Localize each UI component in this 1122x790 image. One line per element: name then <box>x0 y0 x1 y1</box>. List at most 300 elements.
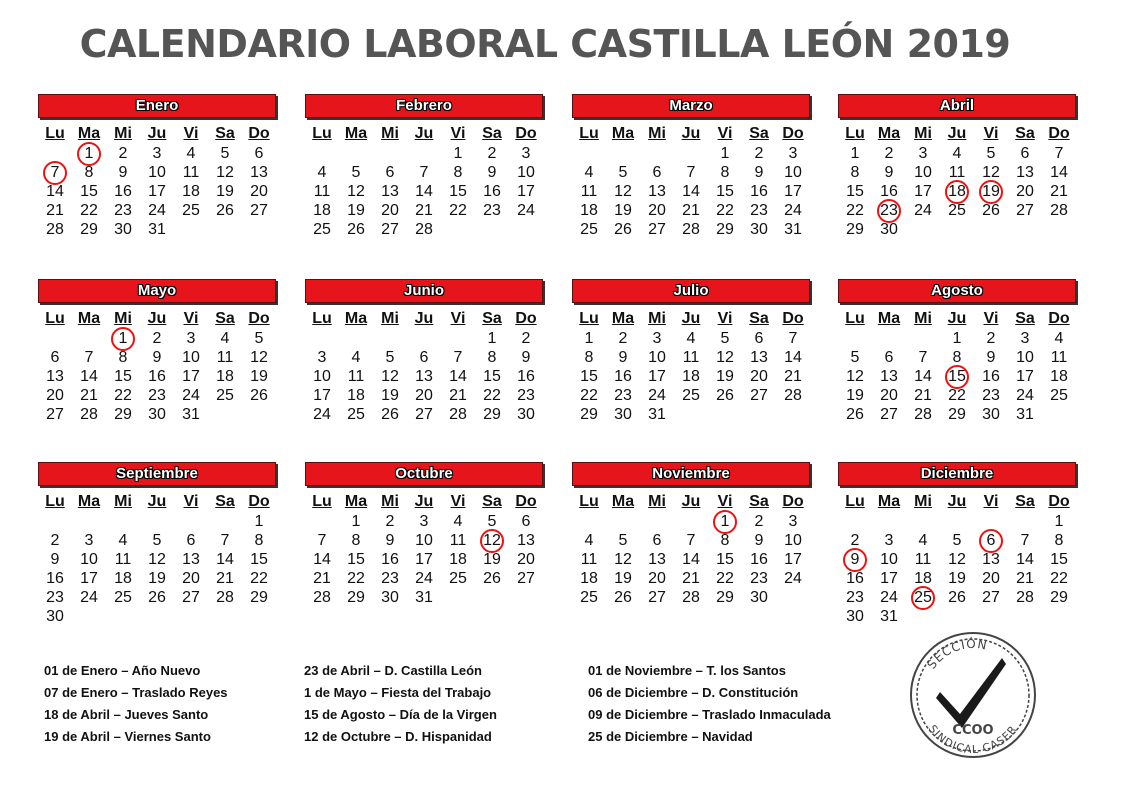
month-days-grid <box>838 492 1076 626</box>
day-cell: 12 <box>250 349 268 366</box>
day-cell: 15 <box>716 551 734 568</box>
weekday-label: Ju <box>414 310 434 327</box>
weekday-label: Vi <box>450 125 466 142</box>
day-cell: 8 <box>952 349 962 366</box>
day-cell: 18 <box>114 570 132 587</box>
day-cell: 27 <box>517 570 535 587</box>
day-cell: 19 <box>948 570 966 587</box>
weekday-label: Lu <box>579 493 599 510</box>
day-cell: 28 <box>682 221 700 238</box>
day-cell: 22 <box>347 570 365 587</box>
legend-column-1 <box>44 660 228 748</box>
weekday-label: Mi <box>381 310 399 327</box>
month-header: Julio <box>572 279 810 303</box>
seal-top-text: SECCIÓN <box>924 636 989 672</box>
day-cell: 17 <box>784 551 802 568</box>
weekday-label: Vi <box>983 125 999 142</box>
weekday-label: Mi <box>381 125 399 142</box>
day-cell: 24 <box>148 202 166 219</box>
month-header: Diciembre <box>838 462 1076 486</box>
weekday-label: Ju <box>681 493 701 510</box>
day-cell: 24 <box>517 202 535 219</box>
day-cell: 31 <box>415 589 433 606</box>
day-cell: 4 <box>186 145 196 162</box>
empty-cell <box>140 512 174 531</box>
holiday-day: 1 <box>106 329 140 348</box>
weekday-label: Lu <box>579 125 599 142</box>
day-cell: 25 <box>313 221 331 238</box>
day-cell: 7 <box>1054 145 1064 162</box>
day-cell: 14 <box>1050 164 1068 181</box>
day-cell: 7 <box>453 349 463 366</box>
day-cell: 19 <box>381 387 399 404</box>
day-cell: 27 <box>46 406 64 423</box>
day-cell: 11 <box>1050 349 1068 366</box>
weekday-label: Do <box>515 310 537 327</box>
day-cell: 20 <box>750 368 768 385</box>
weekday-label: Mi <box>114 493 132 510</box>
empty-cell <box>1008 512 1042 531</box>
legend-item: 12 de Octubre – D. Hispanidad <box>304 729 492 744</box>
day-cell: 2 <box>754 513 764 530</box>
holiday-day: 1 <box>708 512 742 531</box>
day-cell: 25 <box>216 387 234 404</box>
month-header: Junio <box>305 279 543 303</box>
day-cell: 22 <box>483 387 501 404</box>
day-cell: 21 <box>80 387 98 404</box>
month-header: Mayo <box>38 279 276 303</box>
day-cell: 15 <box>250 551 268 568</box>
day-cell: 6 <box>884 349 894 366</box>
empty-cell <box>208 512 242 531</box>
day-cell: 5 <box>220 145 230 162</box>
day-cell: 4 <box>584 164 594 181</box>
weekday-label: Mi <box>114 310 132 327</box>
month-noviembre <box>572 462 810 607</box>
day-cell: 30 <box>750 589 768 606</box>
day-cell: 3 <box>419 513 429 530</box>
day-cell: 25 <box>682 387 700 404</box>
day-cell: 13 <box>182 551 200 568</box>
day-cell: 24 <box>80 589 98 606</box>
weekday-label: Ma <box>611 493 635 510</box>
day-cell: 17 <box>313 387 331 404</box>
day-cell: 29 <box>347 589 365 606</box>
day-cell: 15 <box>580 368 598 385</box>
empty-cell <box>872 512 906 531</box>
legend-item: 09 de Diciembre – Traslado Inmaculada <box>588 707 831 722</box>
day-cell: 22 <box>846 202 864 219</box>
weekday-label: Ma <box>877 493 901 510</box>
empty-cell <box>674 512 708 531</box>
day-cell: 20 <box>46 387 64 404</box>
day-cell: 26 <box>216 202 234 219</box>
day-cell: 3 <box>652 330 662 347</box>
weekday-label: Do <box>1048 493 1070 510</box>
weekday-label: Ma <box>77 493 101 510</box>
weekday-label: Sa <box>749 125 769 142</box>
day-cell: 2 <box>884 145 894 162</box>
month-header: Noviembre <box>572 462 810 486</box>
day-cell: 10 <box>784 164 802 181</box>
day-cell: 15 <box>1050 551 1068 568</box>
day-cell: 16 <box>517 368 535 385</box>
weekday-label: Ju <box>147 125 167 142</box>
day-cell: 16 <box>982 368 1000 385</box>
weekday-label: Do <box>515 125 537 142</box>
day-cell: 27 <box>250 202 268 219</box>
day-cell: 26 <box>381 406 399 423</box>
day-cell: 26 <box>846 406 864 423</box>
day-cell: 16 <box>880 183 898 200</box>
day-cell: 13 <box>1016 164 1034 181</box>
day-cell: 25 <box>580 589 598 606</box>
day-cell: 4 <box>351 349 361 366</box>
weekday-label: Do <box>248 493 270 510</box>
month-header: Febrero <box>305 94 543 118</box>
day-cell: 10 <box>148 164 166 181</box>
weekday-label: Sa <box>215 310 235 327</box>
weekday-label: Lu <box>45 310 65 327</box>
day-cell: 7 <box>788 330 798 347</box>
day-cell: 29 <box>846 221 864 238</box>
day-cell: 16 <box>483 183 501 200</box>
day-cell: 11 <box>682 349 700 366</box>
day-cell: 19 <box>148 570 166 587</box>
day-cell: 12 <box>614 551 632 568</box>
day-cell: 18 <box>347 387 365 404</box>
day-cell: 25 <box>182 202 200 219</box>
day-cell: 12 <box>381 368 399 385</box>
weekday-label: Lu <box>845 125 865 142</box>
weekday-label: Ma <box>344 125 368 142</box>
day-cell: 2 <box>118 145 128 162</box>
day-cell: 21 <box>449 387 467 404</box>
day-cell: 1 <box>453 145 463 162</box>
day-cell: 25 <box>347 406 365 423</box>
day-cell: 9 <box>487 164 497 181</box>
day-cell: 26 <box>250 387 268 404</box>
day-cell: 30 <box>982 406 1000 423</box>
svg-text:SECCIÓN <box>924 636 988 672</box>
holiday-day: 7 <box>38 163 72 182</box>
day-cell: 31 <box>1016 406 1034 423</box>
day-cell: 8 <box>720 532 730 549</box>
empty-cell <box>640 144 674 163</box>
day-cell: 18 <box>1050 368 1068 385</box>
day-cell: 2 <box>986 330 996 347</box>
day-cell: 4 <box>686 330 696 347</box>
day-cell: 8 <box>720 164 730 181</box>
day-cell: 20 <box>182 570 200 587</box>
legend-item: 23 de Abril – D. Castilla León <box>304 663 482 678</box>
day-cell: 11 <box>580 551 598 568</box>
day-cell: 3 <box>152 145 162 162</box>
month-days-grid <box>305 309 543 424</box>
day-cell: 11 <box>580 183 598 200</box>
day-cell: 16 <box>750 551 768 568</box>
day-cell: 5 <box>487 513 497 530</box>
day-cell: 21 <box>914 387 932 404</box>
month-days-grid <box>838 309 1076 424</box>
seal-bottom-text: SINDICAL CASER <box>925 722 1020 757</box>
legend-column-3 <box>588 660 831 748</box>
empty-cell <box>72 512 106 531</box>
weekday-label: Ju <box>147 310 167 327</box>
day-cell: 13 <box>750 349 768 366</box>
day-cell: 2 <box>754 145 764 162</box>
weekday-label: Do <box>782 125 804 142</box>
day-cell: 8 <box>1054 532 1064 549</box>
day-cell: 11 <box>313 183 331 200</box>
legend-item: 25 de Diciembre – Navidad <box>588 729 753 744</box>
weekday-label: Mi <box>914 310 932 327</box>
weekday-label: Ju <box>947 493 967 510</box>
day-cell: 23 <box>750 202 768 219</box>
empty-cell <box>373 329 407 348</box>
day-cell: 18 <box>313 202 331 219</box>
day-cell: 13 <box>250 164 268 181</box>
day-cell: 19 <box>347 202 365 219</box>
day-cell: 24 <box>914 202 932 219</box>
day-cell: 19 <box>716 368 734 385</box>
day-cell: 18 <box>682 368 700 385</box>
weekday-label: Mi <box>114 125 132 142</box>
month-days-grid <box>305 492 543 607</box>
day-cell: 2 <box>385 513 395 530</box>
day-cell: 20 <box>648 570 666 587</box>
weekday-label: Ju <box>681 310 701 327</box>
day-cell: 28 <box>1050 202 1068 219</box>
day-cell: 7 <box>686 164 696 181</box>
weekday-label: Ju <box>414 125 434 142</box>
day-cell: 17 <box>415 551 433 568</box>
weekday-label: Sa <box>1015 125 1035 142</box>
day-cell: 4 <box>952 145 962 162</box>
day-cell: 5 <box>254 330 264 347</box>
legend-item: 1 de Mayo – Fiesta del Trabajo <box>304 685 492 700</box>
empty-cell <box>339 329 373 348</box>
day-cell: 1 <box>952 330 962 347</box>
day-cell: 27 <box>1016 202 1034 219</box>
day-cell: 18 <box>580 202 598 219</box>
day-cell: 8 <box>84 164 94 181</box>
day-cell: 31 <box>648 406 666 423</box>
day-cell: 10 <box>313 368 331 385</box>
weekday-label: Mi <box>648 493 666 510</box>
day-cell: 23 <box>517 387 535 404</box>
empty-cell <box>72 329 106 348</box>
day-cell: 31 <box>148 221 166 238</box>
day-cell: 29 <box>948 406 966 423</box>
day-cell: 6 <box>652 532 662 549</box>
day-cell: 24 <box>784 202 802 219</box>
day-cell: 4 <box>453 513 463 530</box>
day-cell: 12 <box>846 368 864 385</box>
day-cell: 21 <box>216 570 234 587</box>
day-cell: 25 <box>114 589 132 606</box>
day-cell: 17 <box>914 183 932 200</box>
weekday-label: Ma <box>611 125 635 142</box>
day-cell: 28 <box>216 589 234 606</box>
day-cell: 30 <box>846 608 864 625</box>
day-cell: 30 <box>381 589 399 606</box>
weekday-label: Vi <box>183 125 199 142</box>
day-cell: 6 <box>754 330 764 347</box>
day-cell: 13 <box>517 532 535 549</box>
day-cell: 6 <box>254 145 264 162</box>
day-cell: 14 <box>216 551 234 568</box>
empty-cell <box>838 512 872 531</box>
weekday-label: Ju <box>947 125 967 142</box>
day-cell: 5 <box>385 349 395 366</box>
day-cell: 10 <box>914 164 932 181</box>
legend-item: 15 de Agosto – Día de la Virgen <box>304 707 497 722</box>
weekday-label: Ju <box>681 125 701 142</box>
day-cell: 23 <box>114 202 132 219</box>
weekday-label: Vi <box>450 493 466 510</box>
month-header: Abril <box>838 94 1076 118</box>
holiday-day: 12 <box>475 531 509 550</box>
legend-item: 01 de Noviembre – T. los Santos <box>588 663 786 678</box>
day-cell: 22 <box>449 202 467 219</box>
day-cell: 23 <box>46 589 64 606</box>
day-cell: 27 <box>648 589 666 606</box>
empty-cell <box>373 144 407 163</box>
day-cell: 21 <box>682 570 700 587</box>
empty-cell <box>640 512 674 531</box>
empty-cell <box>38 512 72 531</box>
day-cell: 13 <box>648 551 666 568</box>
day-cell: 17 <box>1016 368 1034 385</box>
day-cell: 7 <box>220 532 230 549</box>
day-cell: 11 <box>182 164 200 181</box>
day-cell: 1 <box>351 513 361 530</box>
day-cell: 18 <box>914 570 932 587</box>
day-cell: 6 <box>419 349 429 366</box>
weekday-label: Do <box>515 493 537 510</box>
day-cell: 11 <box>948 164 966 181</box>
day-cell: 23 <box>148 387 166 404</box>
weekday-label: Vi <box>717 493 733 510</box>
empty-cell <box>872 329 906 348</box>
day-cell: 22 <box>114 387 132 404</box>
day-cell: 6 <box>186 532 196 549</box>
day-cell: 22 <box>716 570 734 587</box>
weekday-label: Do <box>248 310 270 327</box>
day-cell: 16 <box>46 570 64 587</box>
month-days-grid <box>838 124 1076 239</box>
day-cell: 26 <box>614 221 632 238</box>
day-cell: 31 <box>784 221 802 238</box>
day-cell: 17 <box>784 183 802 200</box>
day-cell: 28 <box>784 387 802 404</box>
day-cell: 23 <box>381 570 399 587</box>
month-header: Septiembre <box>38 462 276 486</box>
day-cell: 14 <box>1016 551 1034 568</box>
day-cell: 25 <box>1050 387 1068 404</box>
day-cell: 10 <box>80 551 98 568</box>
weekday-label: Do <box>248 125 270 142</box>
weekday-label: Sa <box>749 310 769 327</box>
day-cell: 27 <box>750 387 768 404</box>
day-cell: 13 <box>880 368 898 385</box>
day-cell: 8 <box>453 164 463 181</box>
day-cell: 2 <box>152 330 162 347</box>
month-header: Octubre <box>305 462 543 486</box>
day-cell: 26 <box>483 570 501 587</box>
month-octubre <box>305 462 543 607</box>
weekday-label: Sa <box>482 125 502 142</box>
weekday-label: Ju <box>947 310 967 327</box>
day-cell: 31 <box>182 406 200 423</box>
day-cell: 4 <box>220 330 230 347</box>
day-cell: 21 <box>682 202 700 219</box>
day-cell: 24 <box>648 387 666 404</box>
day-cell: 7 <box>84 349 94 366</box>
weekday-label: Vi <box>183 493 199 510</box>
month-days-grid <box>572 309 810 424</box>
day-cell: 2 <box>521 330 531 347</box>
day-cell: 14 <box>80 368 98 385</box>
month-days-grid <box>38 309 276 424</box>
day-cell: 3 <box>521 145 531 162</box>
day-cell: 15 <box>347 551 365 568</box>
day-cell: 28 <box>313 589 331 606</box>
day-cell: 27 <box>982 589 1000 606</box>
holiday-day: 18 <box>940 182 974 201</box>
day-cell: 8 <box>254 532 264 549</box>
day-cell: 29 <box>580 406 598 423</box>
day-cell: 30 <box>750 221 768 238</box>
day-cell: 26 <box>716 387 734 404</box>
day-cell: 4 <box>118 532 128 549</box>
day-cell: 9 <box>618 349 628 366</box>
day-cell: 6 <box>652 164 662 181</box>
month-header: Agosto <box>838 279 1076 303</box>
day-cell: 24 <box>880 589 898 606</box>
day-cell: 30 <box>880 221 898 238</box>
day-cell: 28 <box>682 589 700 606</box>
empty-cell <box>906 329 940 348</box>
day-cell: 27 <box>381 221 399 238</box>
day-cell: 28 <box>415 221 433 238</box>
day-cell: 21 <box>313 570 331 587</box>
day-cell: 15 <box>846 183 864 200</box>
month-julio <box>572 279 810 424</box>
day-cell: 29 <box>250 589 268 606</box>
empty-cell <box>441 329 475 348</box>
day-cell: 4 <box>317 164 327 181</box>
day-cell: 9 <box>754 532 764 549</box>
weekday-label: Sa <box>482 493 502 510</box>
weekday-label: Sa <box>215 493 235 510</box>
day-cell: 12 <box>347 183 365 200</box>
day-cell: 5 <box>618 164 628 181</box>
day-cell: 18 <box>580 570 598 587</box>
weekday-label: Lu <box>312 493 332 510</box>
day-cell: 26 <box>347 221 365 238</box>
day-cell: 20 <box>648 202 666 219</box>
empty-cell <box>407 144 441 163</box>
weekday-label: Mi <box>648 310 666 327</box>
holiday-day: 15 <box>940 367 974 386</box>
month-days-grid <box>38 124 276 239</box>
day-cell: 26 <box>948 589 966 606</box>
day-cell: 19 <box>846 387 864 404</box>
weekday-label: Ma <box>77 125 101 142</box>
day-cell: 1 <box>720 145 730 162</box>
